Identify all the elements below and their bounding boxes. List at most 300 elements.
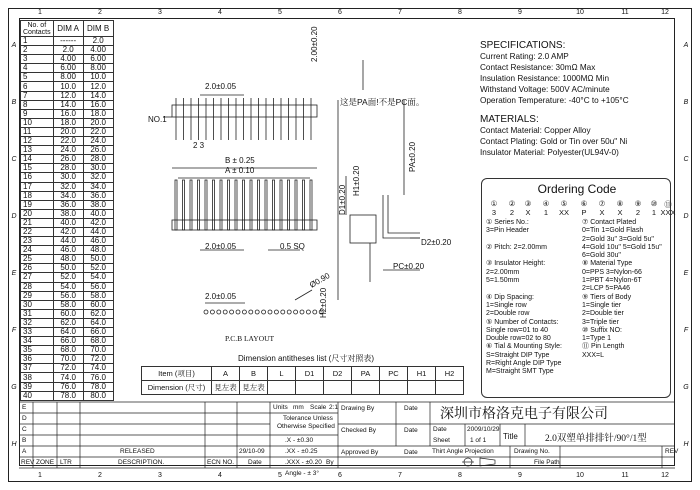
drawing-by-label: Drawing By <box>341 405 375 412</box>
zone-col-label: 3 <box>158 472 162 479</box>
contacts-cell: 23 <box>21 237 54 246</box>
contacts-cell: 37 <box>21 364 54 373</box>
dim-b-cell: 8.00 <box>83 64 113 73</box>
dim-a-cell: 60.0 <box>53 309 83 318</box>
dim-a-cell: 42.0 <box>53 227 83 236</box>
hdr-ecn: ECN NO. <box>207 459 235 466</box>
contacts-cell: 11 <box>21 127 54 136</box>
ordering-code-char: 2 <box>509 208 515 217</box>
zone-col-label: 10 <box>576 9 584 16</box>
ordering-line: S=Straight DIP Type <box>486 351 550 359</box>
ordering-code-char: X <box>599 208 605 217</box>
contacts-cell: 21 <box>21 218 54 227</box>
contacts-cell: 34 <box>21 337 54 346</box>
zone-row-label: H <box>683 441 689 448</box>
dim-b-cell: 28.0 <box>83 155 113 164</box>
dim-a-cell: 56.0 <box>53 291 83 300</box>
zone-col-label: 11 <box>621 472 629 479</box>
dim-a-cell: 12.0 <box>53 91 83 100</box>
zone-row-label: E <box>11 270 17 277</box>
dim-b-cell: 40.0 <box>83 209 113 218</box>
zone-row-label: E <box>683 270 689 277</box>
contacts-cell: 4 <box>21 64 54 73</box>
pc-label: PC±0.20 <box>393 262 425 271</box>
rev-letter-d: D <box>22 415 27 422</box>
contacts-cell: 38 <box>21 373 54 382</box>
ordering-position-marker: ⑩ <box>650 199 658 208</box>
company-name: 深圳市格洛克电子有限公司 <box>440 405 608 421</box>
col-header-dim-b: DIM B <box>83 21 113 37</box>
dim-b-cell: 10.0 <box>83 73 113 82</box>
ordering-line: ⑧ Material Type <box>582 260 633 268</box>
dim-header-cell: L <box>268 367 296 381</box>
material-line: Insulator Material: Polyester(UL94V-0) <box>480 148 619 157</box>
rev-date: 29/10-09 <box>239 448 265 455</box>
dim-a-cell: 72.0 <box>53 364 83 373</box>
contacts-cell: 32 <box>21 318 54 327</box>
ordering-line: ⑩ Suffix NO: <box>582 326 622 334</box>
ordering-line: 3=Triple tier <box>582 318 619 326</box>
spec-line: Withstand Voltage: 500V AC/minute <box>480 85 610 94</box>
ordering-line: 1=PBT 4=Nylon-6T <box>582 277 642 285</box>
zone-col-label: 3 <box>158 9 162 16</box>
hdr-date: Date <box>248 459 262 466</box>
dim-a-cell: 50.0 <box>53 264 83 273</box>
contacts-cell: 22 <box>21 227 54 236</box>
dim-a-cell: 18.0 <box>53 118 83 127</box>
dim-b-cell: 78.0 <box>83 382 113 391</box>
dim-b-label: B ± 0.25 <box>225 156 255 165</box>
dim-a-cell: 46.0 <box>53 246 83 255</box>
scale-value: 2:1 <box>329 404 339 411</box>
ordering-position-marker: ⑤ <box>560 199 568 208</box>
date-label-1: Date <box>404 405 418 412</box>
zone-col-label: 7 <box>398 9 402 16</box>
hdr-description: DESCRIPTION. <box>118 459 165 466</box>
ordering-line: ⑥ Tial & Mounting Style: <box>486 343 562 351</box>
dim-header-cell: A <box>212 367 240 381</box>
zone-col-label: 5 <box>278 472 282 479</box>
zone-row-label: B <box>11 99 17 106</box>
zone-row-label: G <box>11 384 17 391</box>
dim-header-cell: D1 <box>296 367 324 381</box>
ordering-position-marker: ③ <box>524 199 532 208</box>
zone-row-label: F <box>11 327 17 334</box>
dim-b-cell: 26.0 <box>83 146 113 155</box>
dim-b-cell: 20.0 <box>83 118 113 127</box>
zone-col-label: 4 <box>218 9 222 16</box>
col-header-contacts: No. of Contacts <box>21 21 54 37</box>
ordering-line: Double row=02 to 80 <box>486 335 551 343</box>
dim-a-cell: 22.0 <box>53 137 83 146</box>
rev-letter-b: B <box>22 437 27 444</box>
zone-row-label: A <box>11 42 17 49</box>
ordering-line: 1=Single tier <box>582 301 622 309</box>
ordering-position-marker: ⑥ <box>580 199 588 208</box>
dim-a-cell: 28.0 <box>53 164 83 173</box>
dim-b-cell: 64.0 <box>83 318 113 327</box>
dim-b-cell: 76.0 <box>83 373 113 382</box>
dim-b-cell: 62.0 <box>83 309 113 318</box>
tolerance-x: .X - ±0.30 <box>285 437 314 444</box>
ordering-line: 1=Type 1 <box>582 335 611 343</box>
dim-a-cell: 24.0 <box>53 146 83 155</box>
ordering-line: 6=Gold 30u" <box>582 252 621 260</box>
contacts-cell: 39 <box>21 382 54 391</box>
contacts-cell: 13 <box>21 146 54 155</box>
drawing-no-label: Drawing No. <box>514 448 550 455</box>
ordering-position-marker: ⑦ <box>598 199 606 208</box>
contacts-cell: 31 <box>21 309 54 318</box>
pcb-pitch-label: 2.0±0.05 <box>205 292 237 301</box>
dim-value-cell: 見左表 <box>212 381 240 395</box>
contacts-cell: 36 <box>21 355 54 364</box>
approved-by-label: Approved By <box>341 449 379 456</box>
zone-col-label: 4 <box>218 472 222 479</box>
dim-value-cell: 見左表 <box>240 381 268 395</box>
dim-a-cell: 48.0 <box>53 255 83 264</box>
sheet-value: 1 of 1 <box>470 437 487 444</box>
tolerance-line-1: Tolerance Unless <box>283 415 333 422</box>
dim-b-cell: 12.0 <box>83 82 113 91</box>
title-label: Title <box>503 432 518 441</box>
ordering-position-marker: ④ <box>542 199 550 208</box>
dim-a-cell: 10.0 <box>53 82 83 91</box>
contacts-cell: 8 <box>21 100 54 109</box>
ordering-code-char: 1 <box>651 208 657 217</box>
specs-title: SPECIFICATIONS: <box>480 40 566 51</box>
scale-label: Scale <box>310 404 327 411</box>
file-path-label: File Path <box>534 459 560 466</box>
contacts-cell: 40 <box>21 391 54 400</box>
zone-row-label: C <box>683 156 689 163</box>
ordering-code-char: X <box>525 208 531 217</box>
dim-b-cell: 74.0 <box>83 364 113 373</box>
pitch-top-label: 2.0±0.05 <box>205 82 237 91</box>
dim-b-cell: 4.00 <box>83 46 113 55</box>
ordering-line: ① Series No.: <box>486 219 529 226</box>
ordering-line: 0=PPS 3=Nylon-66 <box>582 268 642 276</box>
zone-col-label: 12 <box>661 9 669 16</box>
d1-label: D1±0.20 <box>338 184 347 215</box>
tolerance-line-2: Otherwise Specified <box>277 423 335 430</box>
d2-label: D2±0.20 <box>421 238 452 247</box>
dim-b-cell: 66.0 <box>83 328 113 337</box>
hdr-ltr: LTR <box>60 459 72 466</box>
zone-col-label: 10 <box>576 472 584 479</box>
contacts-cell: 29 <box>21 291 54 300</box>
dim-a-cell: 68.0 <box>53 346 83 355</box>
ordering-line: ⑨ Tiers of Body <box>582 293 632 301</box>
ordering-code-char: P <box>581 208 587 217</box>
spec-line: Contact Resistance: 30mΩ Max <box>480 63 596 72</box>
dim-b-cell: 44.0 <box>83 227 113 236</box>
contacts-cell: 20 <box>21 209 54 218</box>
col-header-dim-a: DIM A <box>53 21 83 37</box>
zone-col-label: 7 <box>398 472 402 479</box>
ordering-line: ② Pitch: 2=2.00mm <box>486 243 547 251</box>
dim-a-cell: 26.0 <box>53 155 83 164</box>
dim-a-cell: 4.00 <box>53 55 83 64</box>
h2-label: H2±0.20 <box>319 287 328 318</box>
units-label: Units <box>273 404 288 411</box>
dim-a-cell: 44.0 <box>53 237 83 246</box>
date-value: 2009/10/29 <box>467 426 500 433</box>
dim-a-cell: 70.0 <box>53 355 83 364</box>
ordering-line: 2=2.00mm <box>486 268 520 276</box>
dim-a-cell: 6.00 <box>53 64 83 73</box>
dim-a-cell: 78.0 <box>53 391 83 400</box>
ordering-position-marker: ② <box>508 199 516 208</box>
pitch-bottom-label: 2.0±0.05 <box>205 242 237 251</box>
dim-a-cell: 14.0 <box>53 100 83 109</box>
zone-col-label: 11 <box>621 9 629 16</box>
dim-a-label: A ± 0.10 <box>225 166 255 175</box>
contacts-cell: 18 <box>21 191 54 200</box>
zone-row-label: C <box>11 156 17 163</box>
dim-header-cell: H2 <box>436 367 464 381</box>
date-label-2: Date <box>404 427 418 434</box>
dim-a-cell: 62.0 <box>53 318 83 327</box>
hdr-rev: REV <box>21 459 35 466</box>
dim-a-cell: 58.0 <box>53 300 83 309</box>
zone-col-label: 1 <box>38 472 42 479</box>
h-top-label: 2.00±0.20 <box>310 26 319 62</box>
zone-row-label: H <box>11 441 17 448</box>
dim-b-cell: 34.0 <box>83 182 113 191</box>
contacts-cell: 6 <box>21 82 54 91</box>
dim-b-cell: 36.0 <box>83 191 113 200</box>
zone-row-label: B <box>683 99 689 106</box>
zone-col-label: 6 <box>338 9 342 16</box>
dim-header-cell: Item (项目) <box>142 367 212 381</box>
dim-a-cell: 32.0 <box>53 182 83 191</box>
rev-letter-c: C <box>22 426 27 433</box>
dim-b-cell: 32.0 <box>83 173 113 182</box>
ordering-line: ⑦ Contact Plated <box>582 219 637 226</box>
sq-label: 0.5 SQ <box>280 242 305 251</box>
checked-by-label: Checked By <box>341 427 377 434</box>
dim-b-cell: 50.0 <box>83 255 113 264</box>
ordering-code-char: X <box>617 208 623 217</box>
dim-a-cell: 66.0 <box>53 337 83 346</box>
zone-col-label: 8 <box>458 472 462 479</box>
dim-b-cell: 42.0 <box>83 218 113 227</box>
title-value: 2.0双塑单排排针/90°/1型 <box>545 434 647 444</box>
dim-b-cell: 30.0 <box>83 164 113 173</box>
dim-header-cell: B <box>240 367 268 381</box>
dim-b-cell: 38.0 <box>83 200 113 209</box>
zone-col-label: 6 <box>338 472 342 479</box>
contacts-cell: 27 <box>21 273 54 282</box>
tolerance-angle: Angle - ± 3° <box>285 470 319 477</box>
pins-23-label: 2 3 <box>193 141 205 150</box>
dim-b-cell: 14.0 <box>83 91 113 100</box>
ordering-line: 2=Double row <box>486 310 530 318</box>
zone-col-label: 2 <box>98 9 102 16</box>
contacts-cell: 9 <box>21 109 54 118</box>
material-line: Contact Plating: Gold or Tin over 50u" Ni <box>480 137 628 146</box>
dim-row-label: Dimension (尺寸) <box>142 381 212 395</box>
dim-b-cell: 18.0 <box>83 109 113 118</box>
dim-a-cell: 8.00 <box>53 73 83 82</box>
dim-b-cell: 68.0 <box>83 337 113 346</box>
dim-a-cell: 52.0 <box>53 273 83 282</box>
spec-line: Operation Temperature: -40°C to +105°C <box>480 96 629 105</box>
dim-b-cell: 6.00 <box>83 55 113 64</box>
dim-b-cell: 54.0 <box>83 273 113 282</box>
tolerance-xx: .XX - ±0.25 <box>285 448 318 455</box>
ordering-line: ⑪ Pin Length <box>582 343 625 351</box>
dim-a-cell: 76.0 <box>53 382 83 391</box>
dim-b-cell: 70.0 <box>83 346 113 355</box>
hdr-by: By <box>326 459 334 466</box>
zone-col-label: 2 <box>98 472 102 479</box>
dim-header-cell: PC <box>380 367 408 381</box>
dim-a-cell: 38.0 <box>53 209 83 218</box>
contacts-cell: 1 <box>21 37 54 46</box>
contacts-cell: 14 <box>21 155 54 164</box>
contacts-cell: 5 <box>21 73 54 82</box>
zone-row-label: F <box>683 327 689 334</box>
contacts-cell: 35 <box>21 346 54 355</box>
pa-label: PA±0.20 <box>408 141 417 172</box>
rev-letter-a: A <box>22 448 27 455</box>
ordering-title: Ordering Code <box>537 182 617 196</box>
zone-row-label: G <box>683 384 689 391</box>
dim-b-cell: 46.0 <box>83 237 113 246</box>
dim-b-cell: 80.0 <box>83 391 113 400</box>
contacts-cell: 12 <box>21 137 54 146</box>
contacts-cell: 15 <box>21 164 54 173</box>
dim-b-cell: 22.0 <box>83 127 113 136</box>
no1-label: NO.1 <box>148 115 167 124</box>
contacts-cell: 10 <box>21 118 54 127</box>
zone-col-label: 9 <box>518 9 522 16</box>
spec-line: Current Rating: 2.0 AMP <box>480 52 569 61</box>
ordering-line: 0=Tin 1=Gold Flash <box>582 227 644 235</box>
ordering-position-marker: ⑨ <box>634 199 642 208</box>
dim-a-cell: 2.0 <box>53 46 83 55</box>
units-value: mm <box>293 404 304 411</box>
dim-a-cell: 34.0 <box>53 191 83 200</box>
contacts-cell: 17 <box>21 182 54 191</box>
zone-col-label: 5 <box>278 9 282 16</box>
ordering-line: XXX=L <box>582 351 604 359</box>
rev-letter-e: E <box>22 404 27 411</box>
zone-row-label: D <box>683 213 689 220</box>
ordering-line: M=Straight SMT Type <box>486 368 554 376</box>
materials-title: MATERIALS: <box>480 114 539 125</box>
contacts-cell: 24 <box>21 246 54 255</box>
contacts-cell: 30 <box>21 300 54 309</box>
ordering-code-char: XX <box>558 208 569 217</box>
contacts-cell: 19 <box>21 200 54 209</box>
dim-b-cell: 58.0 <box>83 291 113 300</box>
ordering-line: 1=Single row <box>486 301 527 309</box>
hole-label: Ø0.90 <box>308 271 332 290</box>
ordering-position-marker: ⑧ <box>616 199 624 208</box>
pcb-layout-label: P.C.B LAYOUT <box>225 334 275 343</box>
ordering-code-char: 1 <box>543 208 549 217</box>
ordering-line: 4=Gold 10u" 5=Gold 15u" <box>582 243 662 251</box>
h1-label: H1±0.20 <box>352 165 361 196</box>
rev-label: REV <box>665 448 679 455</box>
ordering-line: Single row=01 to 40 <box>486 326 549 334</box>
dim-b-cell: 16.0 <box>83 100 113 109</box>
date-label-3: Date <box>404 449 418 456</box>
ordering-position-marker: ① <box>490 199 498 208</box>
ordering-line: 5=1.50mm <box>486 277 520 285</box>
zone-row-label: A <box>683 42 689 49</box>
ordering-line: 2=LCP 5=PA46 <box>582 285 631 293</box>
dim-a-cell: 40.0 <box>53 218 83 227</box>
dim-a-cell: 16.0 <box>53 109 83 118</box>
ordering-position-marker: ⑪ <box>664 200 672 209</box>
projection-label: Thirt Angle Projection <box>432 448 494 455</box>
zone-col-label: 8 <box>458 9 462 16</box>
hdr-zone: ZONE <box>36 459 55 466</box>
dim-b-cell: 2.0 <box>83 37 113 46</box>
dim-header-cell: D2 <box>324 367 352 381</box>
dim-a-cell: 74.0 <box>53 373 83 382</box>
zone-col-label: 1 <box>38 9 42 16</box>
dim-b-cell: 72.0 <box>83 355 113 364</box>
spec-line: Insulation Resistance: 1000MΩ Min <box>480 74 609 83</box>
ordering-line: ③ Insulator Height: <box>486 260 546 268</box>
contacts-cell: 25 <box>21 255 54 264</box>
contacts-cell: 3 <box>21 55 54 64</box>
contacts-cell: 16 <box>21 173 54 182</box>
tolerance-xxx: .XXX - ±0.20 <box>285 459 322 466</box>
ordering-line: R=Right Angle DIP Type <box>486 360 562 368</box>
ordering-code-char: XXX <box>660 208 676 217</box>
dim-header-cell: H1 <box>408 367 436 381</box>
released-label: RELEASED <box>120 448 155 455</box>
ordering-line: ⑤ Number of Contacts: <box>486 318 559 326</box>
contacts-cell: 26 <box>21 264 54 273</box>
zone-col-label: 12 <box>661 472 669 479</box>
contacts-cell: 33 <box>21 328 54 337</box>
pa-note: 这是PA面!不是PC面。 <box>340 97 425 107</box>
dim-b-cell: 24.0 <box>83 137 113 146</box>
dim-table-title: Dimension antitheses list (尺寸对照表) <box>237 354 375 363</box>
contacts-cell: 28 <box>21 282 54 291</box>
contacts-cell: 2 <box>21 46 54 55</box>
ordering-code-char: 2 <box>635 208 641 217</box>
zone-col-label: 9 <box>518 472 522 479</box>
dim-a-cell: 36.0 <box>53 200 83 209</box>
dim-b-cell: 60.0 <box>83 300 113 309</box>
contacts-cell: 7 <box>21 91 54 100</box>
dim-b-cell: 48.0 <box>83 246 113 255</box>
sheet-label: Sheet <box>433 437 450 444</box>
ordering-code-char: 3 <box>491 208 497 217</box>
dim-a-cell: 20.0 <box>53 127 83 136</box>
ordering-line: 2=Double tier <box>582 310 624 318</box>
zone-row-label: D <box>11 213 17 220</box>
dim-a-cell: 54.0 <box>53 282 83 291</box>
dim-b-cell: 52.0 <box>83 264 113 273</box>
ordering-line: 3=Pin Header <box>486 227 530 235</box>
dim-b-cell: 56.0 <box>83 282 113 291</box>
dim-header-cell: PA <box>352 367 380 381</box>
ordering-line: ④ Dip Spacing: <box>486 293 534 301</box>
date-label-4: Date <box>433 426 447 433</box>
dim-a-cell: ------ <box>53 37 83 46</box>
dim-a-cell: 64.0 <box>53 328 83 337</box>
material-line: Contact Material: Copper Alloy <box>480 126 591 135</box>
